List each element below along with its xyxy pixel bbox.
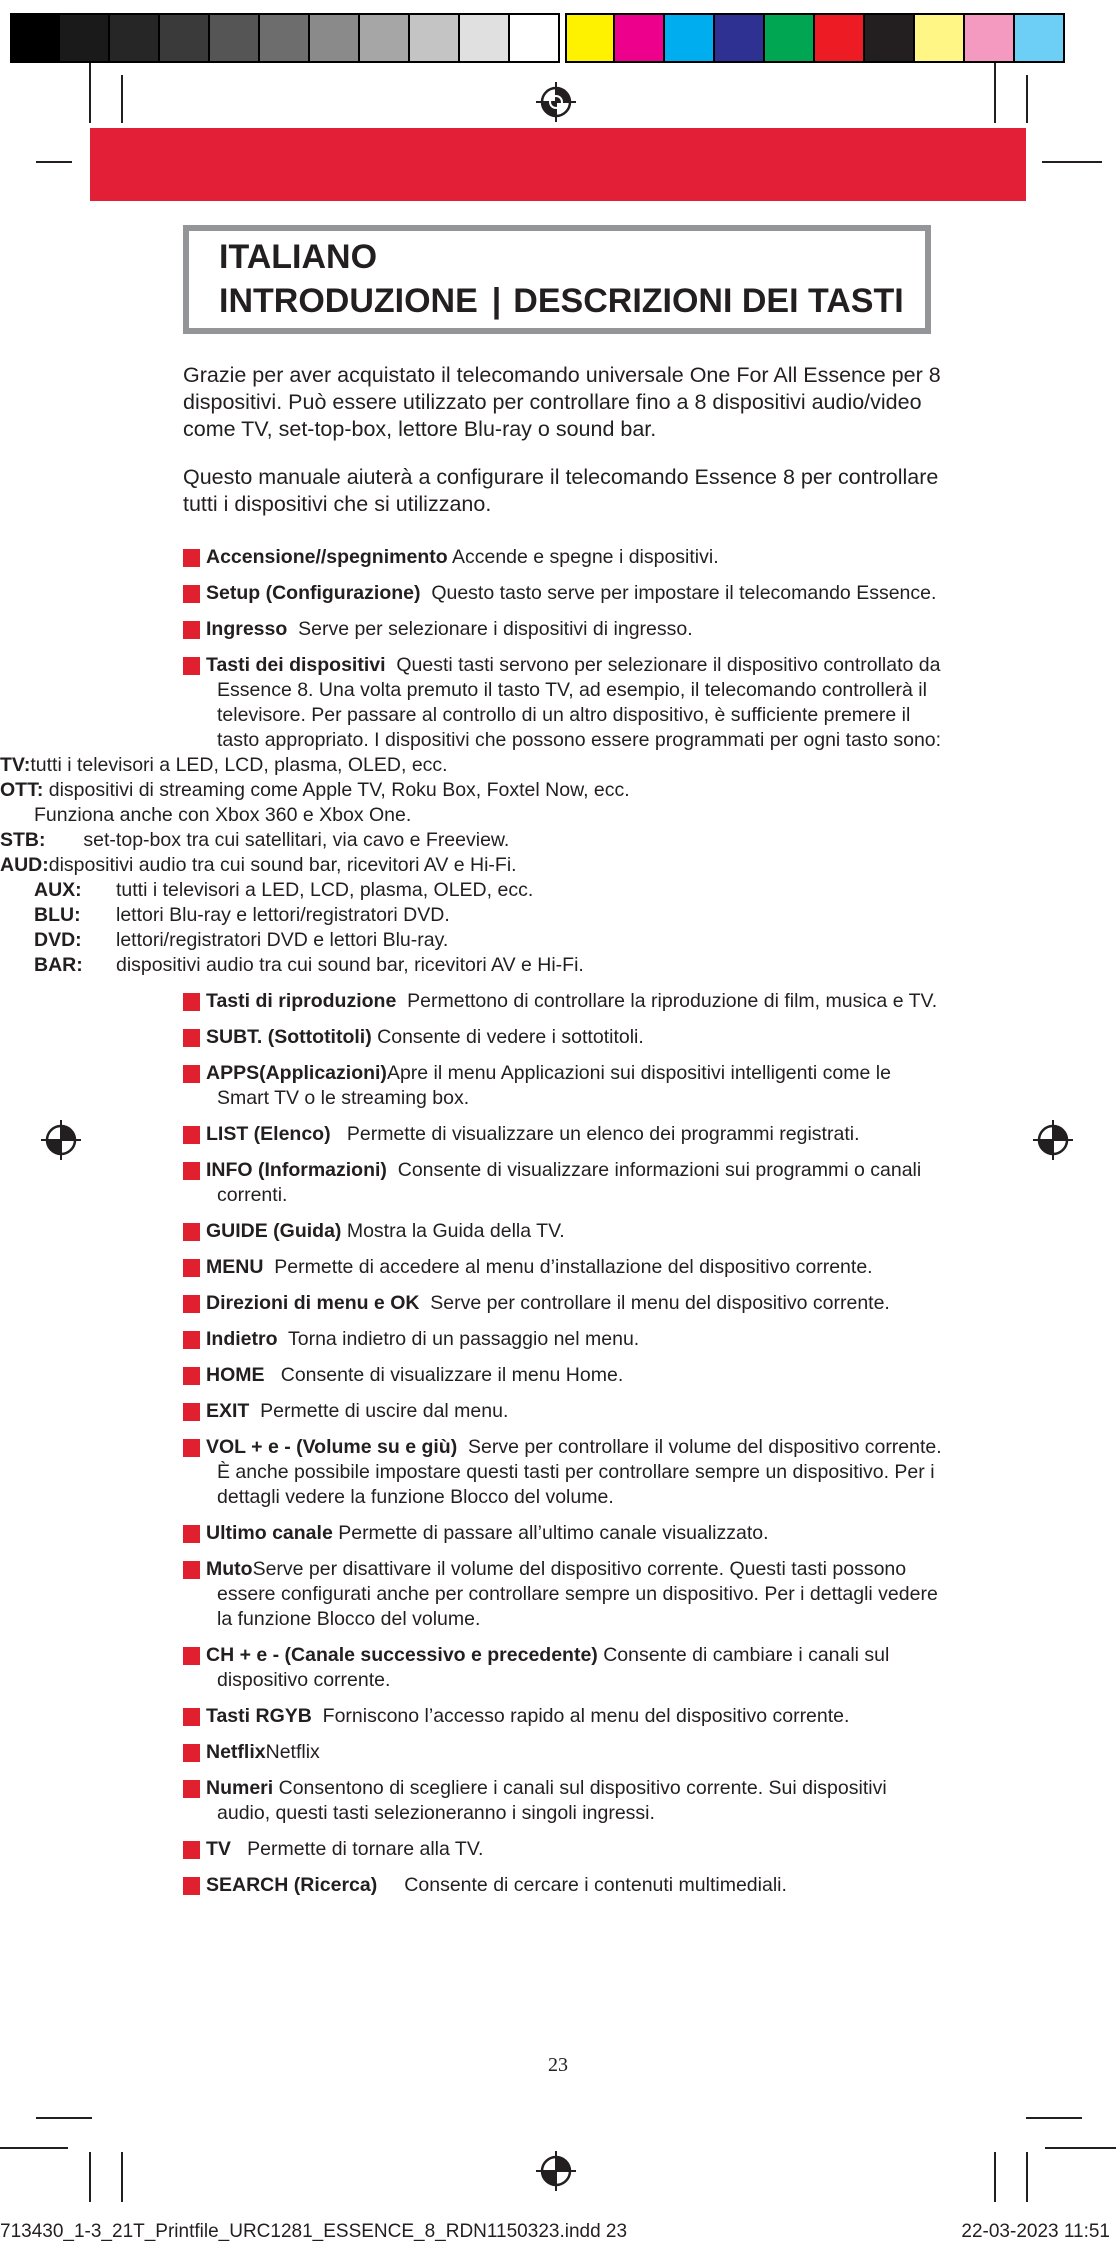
sub-device-row <box>34 903 760 928</box>
key-name: MENU <box>206 1256 264 1278</box>
color-swatch <box>565 13 615 63</box>
color-swatch <box>715 13 765 63</box>
device-desc: tutti i televisori a LED, LCD, plasma, OLED, ecc. <box>30 754 448 776</box>
key-number-badge: 12 <box>183 1295 200 1313</box>
device-desc: dispositivi di streaming come Apple TV, Roku Box, Foxtel Now, ecc. <box>43 779 630 801</box>
key-description-item <box>167 1327 943 1352</box>
key-description: Permette di tornare alla TV. <box>230 1838 484 1860</box>
key-description: Accende e spegne i dispositivi. <box>447 546 719 568</box>
key-name: Muto <box>206 1558 253 1580</box>
gray-swatch <box>360 13 410 63</box>
sub-device-desc: lettori Blu-ray e lettori/registratori DVD. <box>116 904 450 926</box>
language-heading: ITALIANO <box>219 238 378 276</box>
key-number-badge: 7 <box>183 1065 200 1083</box>
key-description-item <box>167 1255 943 1280</box>
key-name: VOL + e - (Volume su e giù) <box>206 1436 458 1458</box>
key-description-item <box>170 653 946 753</box>
sub-device-row <box>34 928 760 953</box>
title-separator: | <box>491 282 502 320</box>
crop-mark <box>89 2152 91 2202</box>
color-swatch <box>1015 13 1065 63</box>
key-name: SUBT. (Sottotitoli) <box>206 1026 372 1048</box>
key-description-item <box>170 617 943 642</box>
key-description-item <box>167 1643 943 1693</box>
key-number-badge: 6 <box>183 1029 200 1047</box>
key-description-item <box>167 1435 948 1510</box>
key-name: Ultimo canale <box>206 1522 333 1544</box>
key-description-item <box>167 1219 943 1244</box>
key-name: TV <box>206 1838 231 1860</box>
crop-mark <box>121 2152 123 2202</box>
device-list <box>0 753 760 978</box>
gray-swatch <box>410 13 460 63</box>
color-swatch <box>615 13 665 63</box>
gray-swatch <box>460 13 510 63</box>
device-key: STB: <box>0 829 46 851</box>
device-key: AUD: <box>0 854 49 876</box>
key-description-item <box>170 581 943 606</box>
color-swatch <box>865 13 915 63</box>
crop-mark <box>121 75 123 123</box>
key-description-item <box>170 545 943 570</box>
gray-swatch <box>60 13 110 63</box>
device-key: TV: <box>0 754 31 776</box>
key-number-badge: 21 <box>183 1744 200 1762</box>
key-description-item <box>170 1122 943 1147</box>
color-swatch <box>815 13 865 63</box>
crop-mark <box>36 161 72 163</box>
key-number-badge: 18 <box>183 1561 200 1579</box>
key-number-badge: 20 <box>183 1708 200 1726</box>
key-name: Indietro <box>206 1328 278 1350</box>
key-description: Consente di vedere i sottotitoli. <box>371 1026 644 1048</box>
key-number-badge: 4 <box>183 657 200 675</box>
key-description: Apre il menu Applicazioni sui dispositivi intelligenti come le Smart TV o le streaming box. <box>217 1062 897 1109</box>
key-number-badge: 14 <box>183 1367 200 1385</box>
key-description-item <box>167 1399 943 1424</box>
sub-device-key: BLU: <box>34 904 81 926</box>
key-description: Serve per controllare il menu del dispositivo corrente. <box>419 1292 890 1314</box>
key-name: Tasti dei dispositivi <box>206 654 386 676</box>
sub-device-desc: tutti i televisori a LED, LCD, plasma, OLED, ecc. <box>116 879 534 901</box>
device-desc-continued: Funziona anche con Xbox 360 e Xbox One. <box>34 804 412 826</box>
key-name: EXIT <box>206 1400 250 1422</box>
gray-swatch <box>260 13 310 63</box>
key-description: Torna indietro di un passaggio nel menu. <box>277 1328 640 1350</box>
gray-swatch <box>160 13 210 63</box>
key-description: Permettono di controllare la riproduzione di film, musica e TV. <box>396 990 938 1012</box>
key-number-badge: 15 <box>183 1403 200 1421</box>
crop-mark <box>1042 161 1102 163</box>
device-key: OTT: <box>0 779 44 801</box>
key-description-item <box>167 1363 943 1388</box>
key-description-item <box>170 1025 943 1050</box>
sub-device-key: AUX: <box>34 879 82 901</box>
key-number-badge: 23 <box>183 1841 200 1859</box>
key-name: Ingresso <box>206 618 288 640</box>
color-swatch <box>915 13 965 63</box>
key-description: Consentono di scegliere i canali sul dispositivo corrente. Sui dispositivi audio, questi tasti selezioneranno i singoli ingressi. <box>217 1777 893 1824</box>
key-number-badge: 22 <box>183 1780 200 1798</box>
section-title-box <box>183 225 931 334</box>
sub-device-row <box>34 878 760 903</box>
color-swatch <box>665 13 715 63</box>
device-row <box>0 753 760 778</box>
key-name: Setup (Configurazione) <box>206 582 421 604</box>
key-name: CH + e - (Canale successivo e precedente) <box>206 1644 598 1666</box>
intro-paragraph: Questo manuale aiuterà a configurare il telecomando Essence 8 per controllare tutti i dispositivi che si utilizzano. <box>183 465 939 516</box>
key-description: Questo tasto serve per impostare il telecomando Essence. <box>420 582 937 604</box>
key-name: LIST (Elenco) <box>206 1123 331 1145</box>
device-row <box>0 853 760 878</box>
key-name: SEARCH (Ricerca) <box>206 1874 378 1896</box>
title-introduction: INTRODUZIONE <box>219 282 478 320</box>
gray-swatch <box>110 13 160 63</box>
key-description: Permette di visualizzare un elenco dei programmi registrati. <box>330 1123 860 1145</box>
key-description: Serve per disattivare il volume del dispositivo corrente. Questi tasti possono essere configurati anche per controllare sempre un dispositivo. Per i dettagli vedere la funzione Blocco del volume. <box>217 1558 944 1630</box>
crop-mark <box>1045 2147 1116 2149</box>
key-number-badge: 13 <box>183 1331 200 1349</box>
title-key-descriptions: DESCRIZIONI DEI TASTI <box>513 282 904 320</box>
sub-device-key: DVD: <box>34 929 82 951</box>
gray-swatch <box>10 13 60 63</box>
key-number-badge: 19 <box>183 1647 200 1665</box>
crop-mark <box>994 2152 996 2202</box>
key-number-badge: 10 <box>183 1223 200 1241</box>
key-number-badge: 5 <box>183 993 200 1011</box>
color-swatch <box>765 13 815 63</box>
key-description-item <box>170 989 943 1014</box>
registration-mark-icon <box>1031 1118 1075 1162</box>
key-number-badge: 17 <box>183 1525 200 1543</box>
key-description: Forniscono l’accesso rapido al menu del dispositivo corrente. <box>311 1705 850 1727</box>
key-description-item <box>167 1837 943 1862</box>
gray-swatch <box>510 13 560 63</box>
crop-mark <box>0 2147 68 2149</box>
key-description-item <box>167 1704 943 1729</box>
key-description: Consente di cambiare i canali sul dispositivo corrente. <box>217 1644 895 1691</box>
key-name: Numeri <box>206 1777 274 1799</box>
key-description-item <box>167 1776 943 1826</box>
intro-paragraph: Grazie per aver acquistato il telecomando universale One For All Essence per 8 dispositivi. Può essere utilizzato per controllare fino a 8 dispositivi audio/video come TV, set-top-box, lettore Blu-ray o sound bar. <box>183 363 941 441</box>
key-description-item <box>167 1521 943 1546</box>
key-name: Tasti di riproduzione <box>206 990 397 1012</box>
key-name: Tasti RGYB <box>206 1705 312 1727</box>
device-row <box>0 778 760 803</box>
color-swatch <box>965 13 1015 63</box>
key-number-badge: 3 <box>183 621 200 639</box>
key-number-badge: 8 <box>183 1126 200 1144</box>
key-description: Mostra la Guida della TV. <box>341 1220 565 1242</box>
gray-swatch <box>210 13 260 63</box>
key-description-item <box>167 1873 943 1898</box>
key-name: INFO (Informazioni) <box>206 1159 387 1181</box>
key-number-badge: 9 <box>183 1162 200 1180</box>
key-number-badge: 1 <box>183 549 200 567</box>
key-description: Serve per controllare il volume del dispositivo corrente. È anche possibile impostare questi tasti per controllare sempre un dispositivo. Per i dettagli vedere la funzione Blocco del volume. <box>217 1436 948 1508</box>
key-description: Permette di uscire dal menu. <box>249 1400 509 1422</box>
key-name: Accensione//spegnimento <box>206 546 448 568</box>
sub-device-desc: dispositivi audio tra cui sound bar, ricevitori AV e Hi-Fi. <box>116 954 584 976</box>
key-description: Consente di cercare i contenuti multimediali. <box>377 1874 787 1896</box>
crop-mark <box>36 2117 92 2119</box>
page-title <box>219 279 925 323</box>
cmyk-color-bar <box>565 13 1065 63</box>
key-description: Consente di visualizzare informazioni sui programmi o canali correnti. <box>217 1159 927 1206</box>
key-description-list <box>0 545 948 1909</box>
key-description-item <box>167 1291 943 1316</box>
key-number-badge: 16 <box>183 1439 200 1457</box>
key-description: Consente di visualizzare il menu Home. <box>264 1364 624 1386</box>
key-description: Serve per selezionare i dispositivi di ingresso. <box>287 618 693 640</box>
key-description: Questi tasti servono per selezionare il dispositivo controllato da Essence 8. Una volta premuto il tasto TV, ad esempio, il telecomando controllerà il televisore. Per passare al controllo di un altro dispositivo, è sufficiente premere il tasto appropriato. I dispositivi che possono essere programmati per ogni tasto sono: <box>217 654 946 751</box>
sub-device-row <box>34 953 760 978</box>
sub-device-list <box>0 878 760 978</box>
key-number-badge: 2 <box>183 585 200 603</box>
key-name: GUIDE (Guida) <box>206 1220 342 1242</box>
crop-mark <box>1026 2152 1028 2202</box>
crop-mark <box>994 63 996 123</box>
print-slug-filename: 713430_1-3_21T_Printfile_URC1281_ESSENCE_8_RDN1150323.indd 23 <box>0 2221 628 2242</box>
key-number-badge: 11 <box>183 1259 200 1277</box>
print-slug-date: 22-03-2023 11:51 <box>961 2221 1110 2242</box>
sub-device-desc: lettori/registratori DVD e lettori Blu-ray. <box>116 929 449 951</box>
device-row <box>0 828 760 853</box>
registration-mark-icon <box>534 80 578 124</box>
key-name: Netflix <box>206 1741 266 1763</box>
key-description: Permette di passare all’ultimo canale visualizzato. <box>332 1522 769 1544</box>
gray-swatch <box>310 13 360 63</box>
key-description-item <box>167 1557 944 1632</box>
key-description-item <box>167 1740 943 1765</box>
sub-device-key: BAR: <box>34 954 83 976</box>
registration-mark-icon <box>39 1118 83 1162</box>
key-description-item <box>170 1158 943 1208</box>
crop-mark <box>1026 75 1028 123</box>
key-description-item <box>170 1061 943 1111</box>
crop-mark <box>89 63 91 123</box>
crop-mark <box>1026 2117 1082 2119</box>
grayscale-color-bar <box>10 13 560 63</box>
registration-mark-icon <box>534 2149 578 2193</box>
page-number: 23 <box>548 2054 568 2076</box>
key-name: Direzioni di menu e OK <box>206 1292 420 1314</box>
header-red-band <box>90 128 1026 201</box>
key-number-badge: 24 <box>183 1877 200 1895</box>
device-desc: set-top-box tra cui satellitari, via cavo e Freeview. <box>45 829 510 851</box>
key-description: Permette di accedere al menu d’installazione del dispositivo corrente. <box>263 1256 873 1278</box>
key-description: Netflix <box>265 1741 320 1763</box>
device-desc: dispositivi audio tra cui sound bar, ricevitori AV e Hi-Fi. <box>48 854 517 876</box>
key-name: APPS(Applicazioni) <box>206 1062 387 1084</box>
key-name: HOME <box>206 1364 265 1386</box>
